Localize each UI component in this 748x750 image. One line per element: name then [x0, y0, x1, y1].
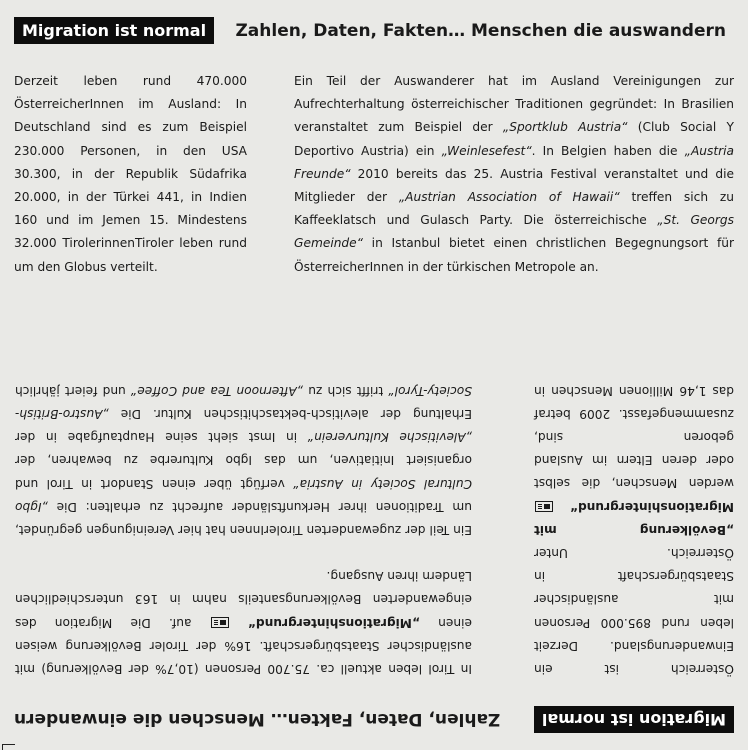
club-name: „Igbo Cultural Society in Austria“: [15, 476, 472, 514]
paragraph: Ein Teil der Auswanderer hat im Ausland Vereinigungen zur Aufrechterhaltung österreichischer Traditionen gegründet: In Brasilien veranstaltet zum Beispiel der „Sportklub Austria“ (Club Social Y Deportivo Austria) ein „Weinlesefest“. In Belgien haben die „Austria Freunde“ 2010 bereits das 25. Austria Festival veranstaltet und die Mitglieder der „Austrian Association of Hawaii“ treffen sich zu Kaffeeklatsch und Gulasch Party. Die österreichische „St. Georgs Gemeinde“ in Istanbul bietet einen christlichen Begegnungsort für ÖsterreicherInnen in der türkischen Metropole an.: [294, 74, 734, 274]
paragraph: Österreich ist ein Einwanderungsland. Derzeit leben rund 895.000 Personen mit ausländischer Staatsbürgerschaft in Österreich. Unter „Bevölkerung mit Migrationshintergrund“ werden Menschen, die selbst oder deren Eltern im Ausland geboren sind, zusammengefasst. 2009 betraf das 1,46 Millionen Menschen in: [534, 383, 734, 676]
column-left: [14, 70, 247, 279]
term: „Bevölkerung mit Migrationshintergrund“: [534, 499, 734, 537]
column-right: [15, 375, 472, 680]
glossary-arrow-icon: [535, 501, 553, 512]
headline: Zahlen, Daten, Fakten… Menschen die auswandern: [235, 21, 726, 41]
column-right: [294, 70, 734, 279]
column-left: [534, 375, 734, 680]
section-tag: Migration ist normal: [534, 706, 734, 733]
paragraph: In Tirol leben aktuell ca. 75.700 Personen (10,7% der Bevölkerung) mit ausländischer Staatsbürgerschaft. 16% der Tiroler Bevölkerung weisen einen „Migrationshintergrund“ auf. Die Migration des eingewanderten Bevölkerungsanteils nahm in 163 unterschiedlichen Ländern ihren Ausgang.: [15, 569, 472, 676]
club-name: „St. Georgs Gemeinde“: [294, 213, 734, 251]
club-name: „Austro-British-Society-Tyrol“: [15, 383, 472, 421]
crop-mark: [2, 744, 15, 750]
club-name: „Austria Freunde“: [294, 143, 734, 181]
paragraph: Derzeit leben rund 470.000 ÖsterreicherInnen im Ausland: In Deutschland sind es zum Beispiel 230.000 Personen, in den USA 30.300, in der Republik Südafrika 20.000, in der Türkei 441, in Indien 160 und im Jemen 15. Mindestens 32.000 TirolerinnenTiroler leben rund um den Globus verteilt.: [14, 74, 247, 274]
event-name: „Afternoon Tea and Coffee“: [130, 383, 304, 398]
club-name: „Sportklub Austria“: [502, 120, 628, 135]
glossary-arrow-icon: [211, 617, 229, 628]
event-name: „Weinlesefest“: [441, 143, 532, 158]
paragraph: Ein Teil der zugewanderten TirolerInnen hat hier Vereinigungen gegründet, um Traditionen ihrer Herkunftsländer aufrecht zu erhalten: Die „Igbo Cultural Society in Austria“ verfügt über einen Standort in Tirol und organisiert Initiativen, um das Igbo Kulturerbe zu bewahren, der „Alevitische Kulturverein“ in Imst sieht seine Hauptaufgabe in der Erhaltung der alevitisch-bektaschitischen Kultur. Die „Austro-British-Society-Tyrol“ trifft sich zu „Afternoon Tea and Coffee“ und feiert jährlich: [15, 383, 472, 537]
headline: Zahlen, Daten, Fakten… Menschen die einwandern: [14, 709, 501, 729]
term: „Migrationshintergrund“: [247, 615, 420, 630]
section-tag: Migration ist normal: [14, 17, 214, 44]
club-name: „Austrian Association of Hawaii“: [398, 190, 620, 205]
club-name: „Alevitische Kulturverein“: [307, 430, 472, 445]
bottom-section-rotated: [0, 375, 748, 750]
